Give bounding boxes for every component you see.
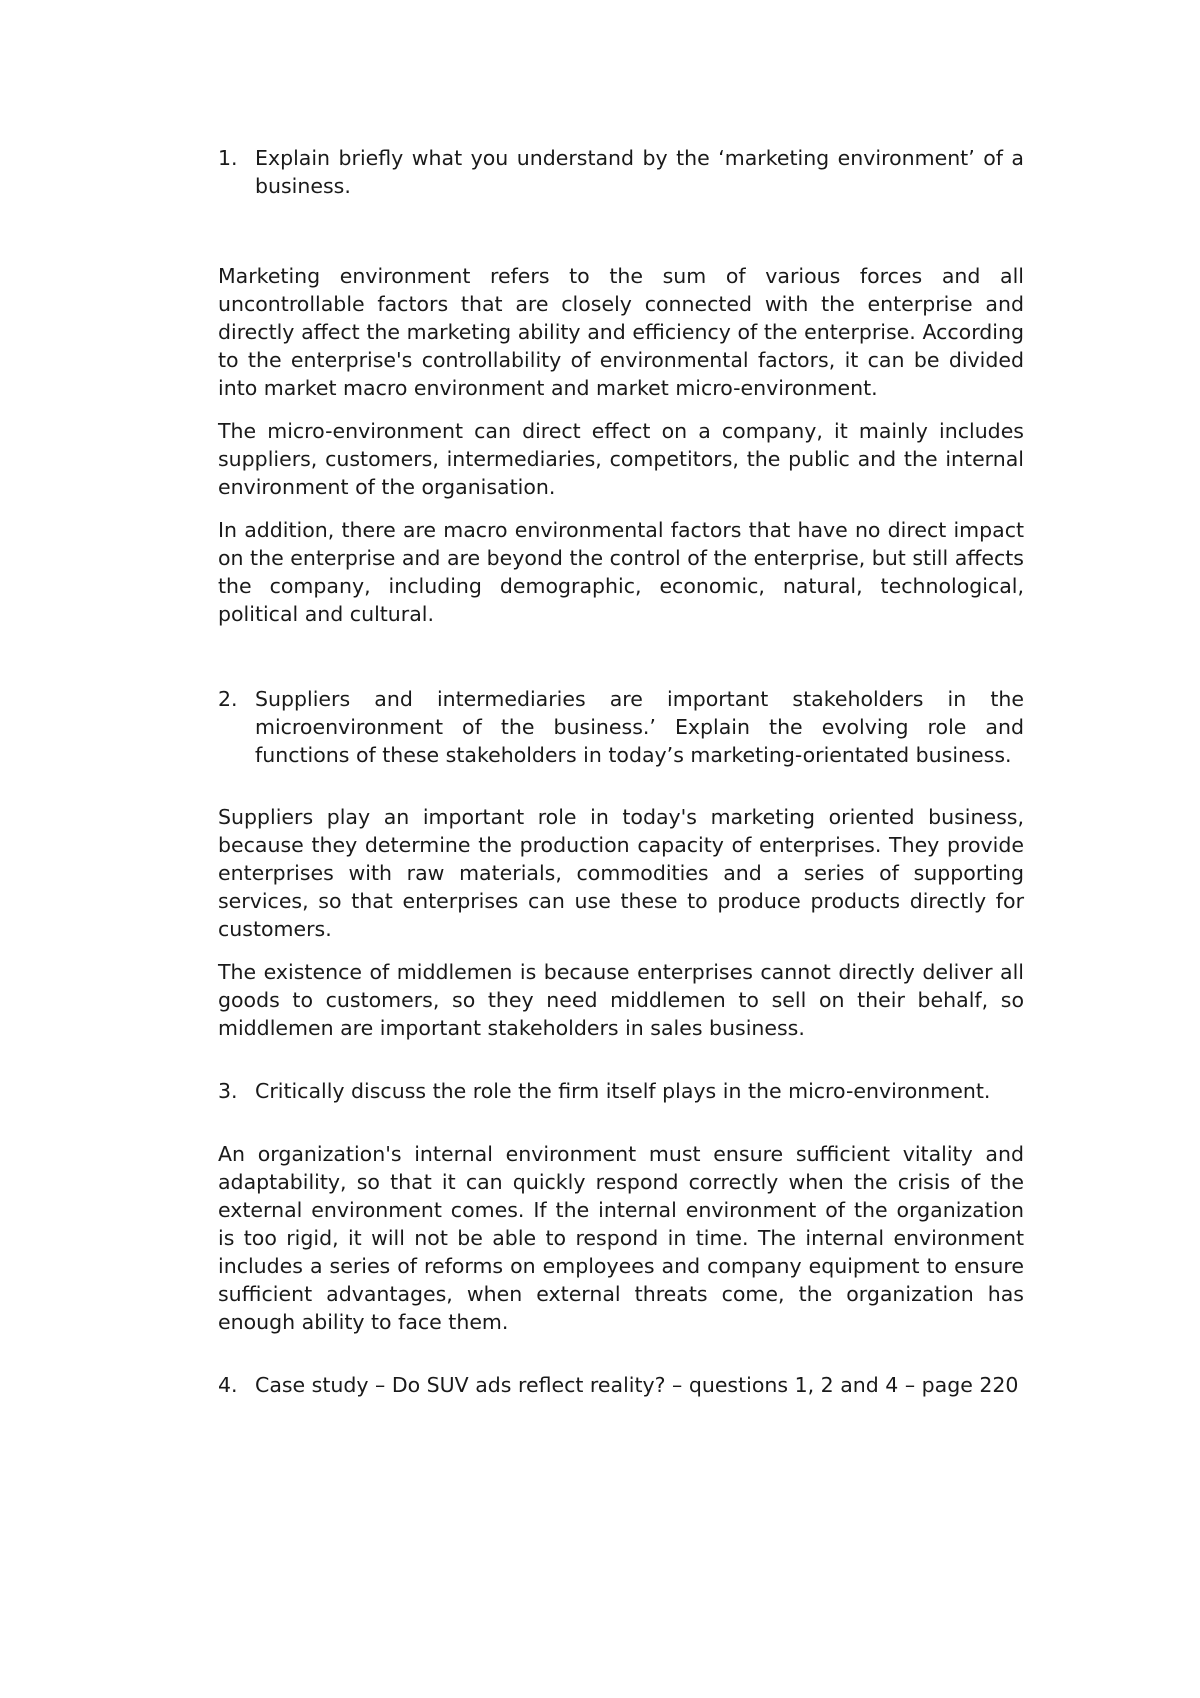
question-text: Critically discuss the role the firm itself plays in the micro-environment. <box>255 1079 991 1103</box>
question-4 <box>218 1371 1024 1399</box>
question-text: Suppliers and intermediaries are important stakeholders in the microenvironment of the business.’ Explain the evolving role and functions of these stakeholders in today’s marketing-orientated business. <box>255 687 1024 767</box>
answer-paragraph: In addition, there are macro environmental factors that have no direct impact on the enterprise and are beyond the control of the enterprise, but still affects the company, including demographic, economic, natural, technological, political and cultural. <box>218 518 1024 626</box>
question-number: 3. <box>218 1079 238 1103</box>
question-number: 1. <box>218 146 238 170</box>
question-text: Explain briefly what you understand by the ‘marketing environment’ of a business. <box>255 146 1024 198</box>
answer-paragraph: Suppliers play an important role in today's marketing oriented business, because they determine the production capacity of enterprises. They provide enterprises with raw materials, commodities and a series of supporting services, so that enterprises can use these to produce products directly for customers. <box>218 805 1024 941</box>
answer-paragraph: The micro-environment can direct effect on a company, it mainly includes suppliers, customers, intermediaries, competitors, the public and the internal environment of the organisation. <box>218 419 1024 499</box>
question-number: 2. <box>218 687 238 711</box>
question-2 <box>218 685 1024 769</box>
question-1 <box>218 144 1024 200</box>
question-text: Case study – Do SUV ads reflect reality? – questions 1, 2 and 4 – page 220 <box>255 1373 1019 1397</box>
answer-paragraph: Marketing environment refers to the sum of various forces and all uncontrollable factors that are closely connected with the enterprise and directly affect the marketing ability and efficiency of the enterprise. According to the enterprise's controllability of environmental factors, it can be divided into market macro environment and market micro-environment. <box>218 264 1024 400</box>
document-page <box>218 144 1024 1399</box>
question-3 <box>218 1077 1024 1105</box>
answer-paragraph: An organization's internal environment must ensure sufficient vitality and adaptability, so that it can quickly respond correctly when the crisis of the external environment comes. If the internal environment of the organization is too rigid, it will not be able to respond in time. The internal environment includes a series of reforms on employees and company equipment to ensure sufficient advantages, when external threats come, the organization has enough ability to face them. <box>218 1142 1024 1334</box>
question-number: 4. <box>218 1373 238 1397</box>
answer-paragraph: The existence of middlemen is because enterprises cannot directly deliver all goods to customers, so they need middlemen to sell on their behalf, so middlemen are important stakeholders in sales business. <box>218 960 1024 1040</box>
